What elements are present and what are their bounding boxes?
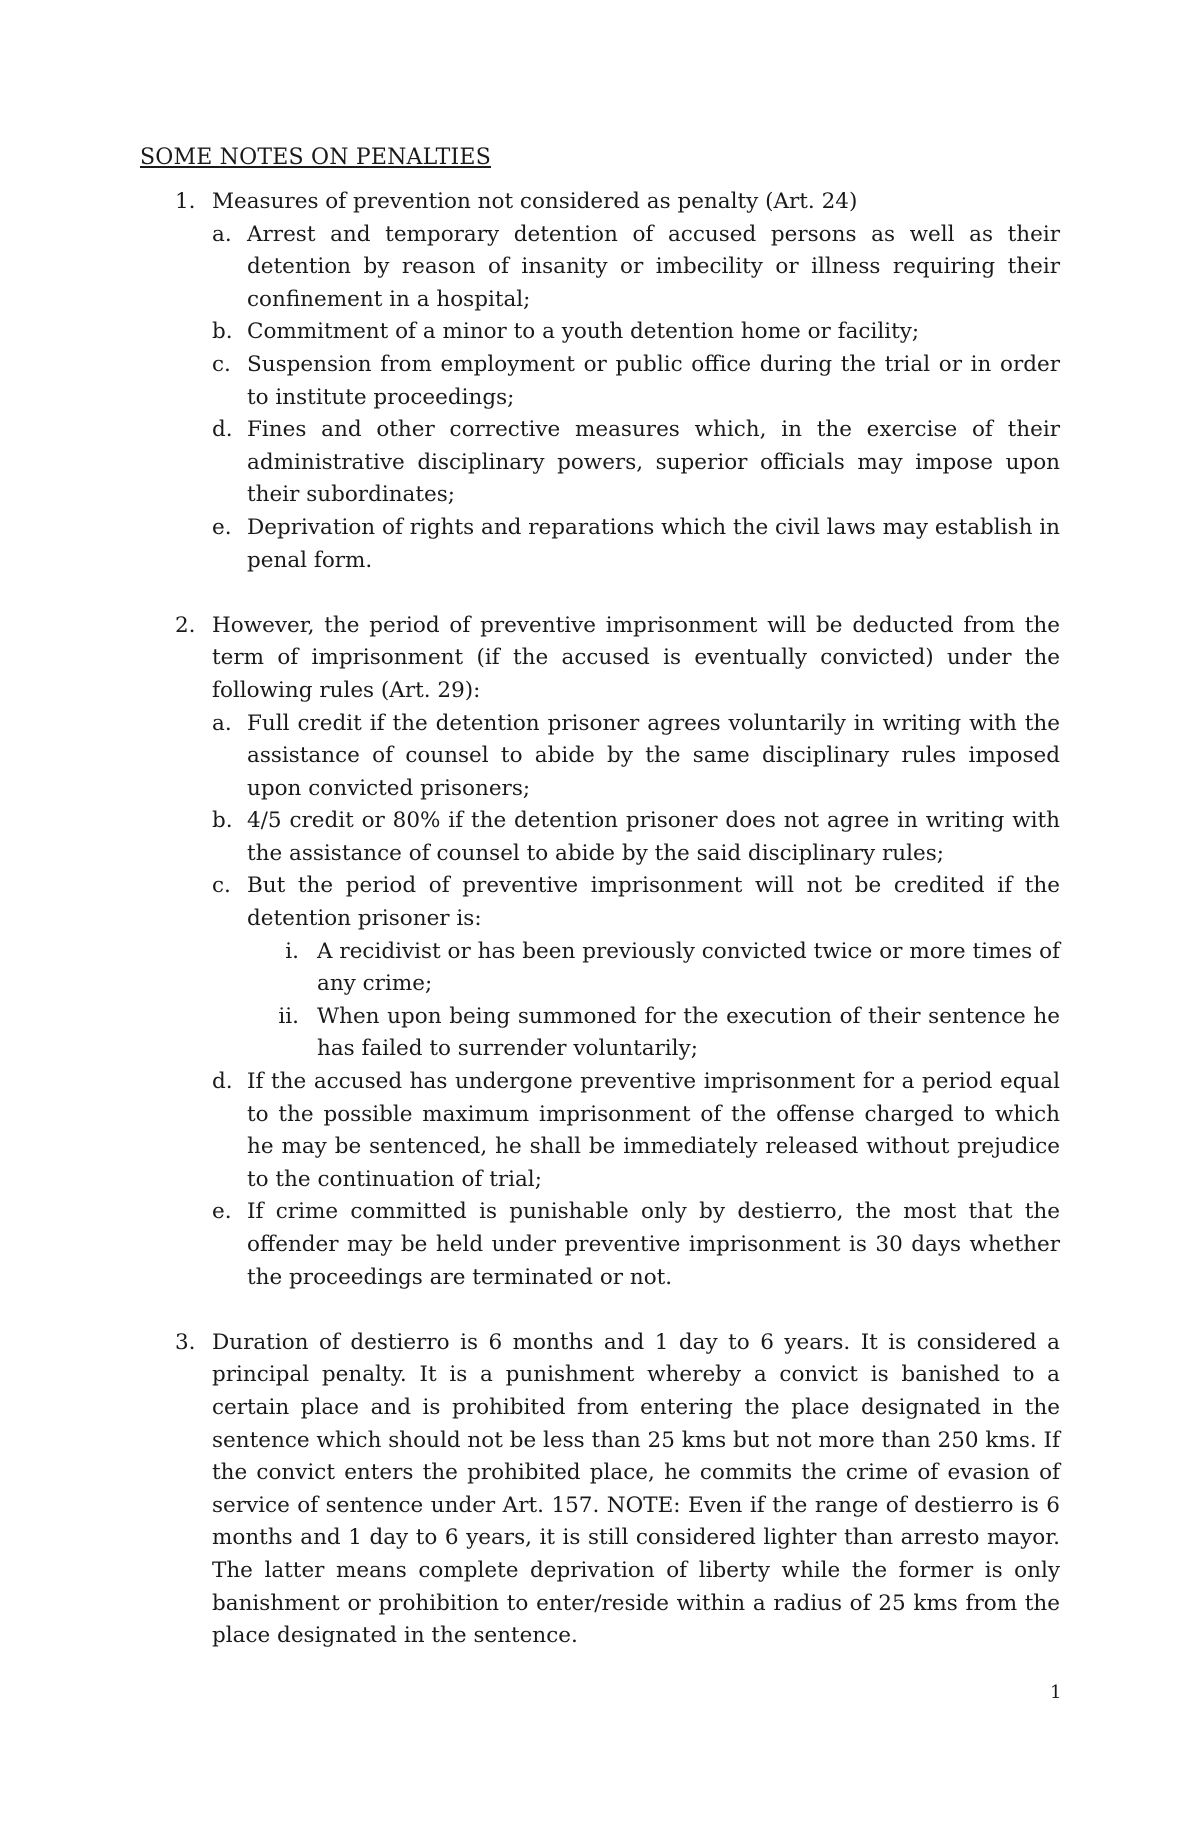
list-item: [212, 1196, 1060, 1294]
subitem-text: A recidivist or has been previously convicted twice or more times of any crime;: [317, 938, 1060, 997]
subitem-label: i.: [285, 938, 299, 964]
item-text: 4/5 credit or 80% if the detention prisoner does not agree in writing with the assistance of counsel to abide by the said disciplinary rules;: [247, 808, 1060, 866]
item-label: d.: [212, 1069, 233, 1095]
item-text: Full credit if the detention prisoner agrees voluntarily in writing with the assistance of counsel to abide by the same disciplinary rules imposed upon convicted prisoners;: [247, 710, 1060, 801]
item-label: e.: [212, 1199, 232, 1225]
item-label: e.: [212, 514, 232, 540]
page-title: SOME NOTES ON PENALTIES: [140, 145, 491, 170]
item-label: b.: [212, 319, 233, 345]
item-label: a.: [212, 710, 232, 736]
section-number: 1.: [175, 189, 196, 214]
item-label: c.: [212, 351, 231, 377]
item-label: b.: [212, 808, 233, 834]
section-1: [140, 186, 1060, 577]
list-item: [212, 219, 1060, 317]
item-text: Suspension from employment or public office during the trial or in order to institute proceedings;: [247, 351, 1060, 410]
section-text: Duration of destierro is 6 months and 1 day to 6 years. It is considered a principal penalty. It is a punishment whereby a convict is banished to a certain place and is prohibited from entering the place designated in the sentence which should not be less than 25 kms but not more than 250 kms. If the convict enters the prohibited place, he commits the crime of evasion of service of sentence under Art. 157. NOTE: Even if the range of destierro is 6 months and 1 day to 6 years, it is still considered lighter than arresto mayor. The latter means complete deprivation of liberty while the former is only banishment or prohibition to enter/reside within a radius of 25 kms from the place designated in the sentence.: [212, 1329, 1060, 1649]
item-label: d.: [212, 417, 233, 443]
section-number: 3.: [175, 1329, 196, 1355]
list-item: [212, 349, 1060, 414]
item-text: Fines and other corrective measures which, in the exercise of their administrative disciplinary powers, superior officials may impose upon their subordinates;: [247, 417, 1060, 508]
item-text: If the accused has undergone preventive imprisonment for a period equal to the possible maximum imprisonment of the offense charged to which he may be sentenced, he shall be immediately released without prejudice to the continuation of trial;: [247, 1069, 1060, 1192]
document-body: [140, 186, 1060, 1653]
list-item: [212, 1066, 1060, 1196]
list-item: [212, 512, 1060, 577]
subitem-label: ii.: [278, 1003, 299, 1029]
item-text: Deprivation of rights and reparations which the civil laws may establish in penal form.: [247, 514, 1060, 573]
subitem-text: When upon being summoned for the execution of their sentence he has failed to surrender voluntarily;: [317, 1003, 1060, 1062]
item-text: Arrest and temporary detention of accused persons as well as their detention by reason of insanity or imbecility or illness requiring their confinement in a hospital;: [247, 221, 1060, 312]
item-label: c.: [212, 873, 231, 899]
sub-list-item: [247, 936, 1060, 1001]
list-item: [212, 708, 1060, 806]
section-text: However, the period of preventive imprisonment will be deducted from the term of imprisonment (if the accused is eventually convicted) under the following rules (Art. 29):: [212, 612, 1060, 703]
list-item: [212, 805, 1060, 870]
sub-list-item: [247, 1001, 1060, 1066]
item-label: a.: [212, 221, 232, 247]
list-item: [212, 870, 1060, 1066]
section-3: [140, 1327, 1060, 1653]
list-item: [212, 316, 1060, 349]
list-item: [212, 414, 1060, 512]
item-text: If crime committed is punishable only by destierro, the most that the offender may be held under preventive imprisonment is 30 days whether the proceedings are terminated or not.: [247, 1199, 1060, 1290]
item-text: Commitment of a minor to a youth detention home or facility;: [247, 319, 920, 345]
section-text: Measures of prevention not considered as penalty (Art. 24): [212, 189, 858, 214]
page-number: 1: [1050, 1682, 1062, 1703]
section-2: [140, 610, 1060, 1294]
section-number: 2.: [175, 612, 196, 638]
item-text: But the period of preventive imprisonment will not be credited if the detention prisoner is:: [247, 873, 1060, 932]
